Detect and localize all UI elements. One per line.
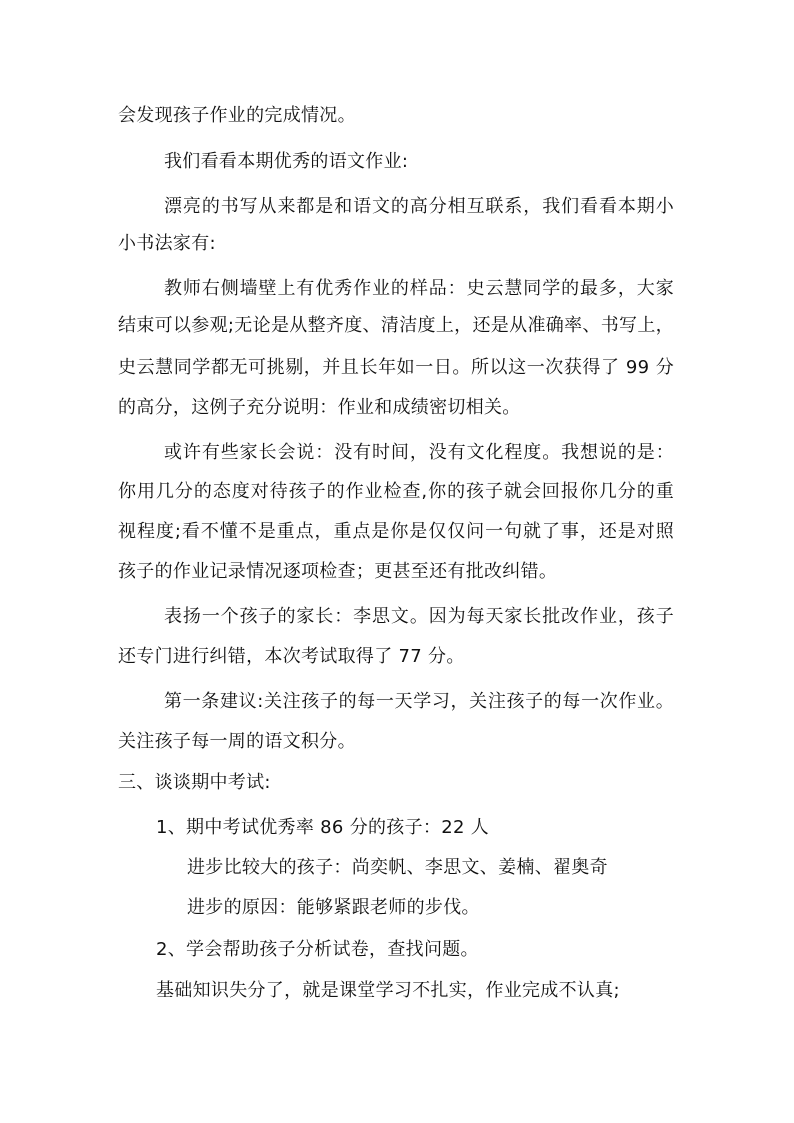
- list-item-detail: 进步的原因：能够紧跟老师的步伐。: [187, 897, 480, 918]
- paragraph-line: 表扬一个孩子的家长：李思文。因为每天家长批改作业，孩子: [164, 606, 674, 627]
- paragraph-line: 会发现孩子作业的完成情况。: [118, 105, 356, 126]
- list-item-detail: 进步比较大的孩子：尚奕帆、李思文、姜楠、翟奥奇: [187, 857, 608, 878]
- paragraph-line: 还专门进行纠错，本次考试取得了 77 分。: [118, 646, 465, 667]
- paragraph-line: 漂亮的书写从来都是和语文的高分相互联系，我们看看本期小: [164, 196, 674, 217]
- list-item: 2、学会帮助孩子分析试卷，查找问题。: [156, 939, 479, 960]
- paragraph-line: 关注孩子每一周的语文积分。: [118, 731, 356, 752]
- paragraph-line: 第一条建议:关注孩子的每一天学习，关注孩子的每一次作业。: [164, 691, 674, 712]
- paragraph-line: 的高分，这例子充分说明：作业和成绩密切相关。: [118, 397, 521, 418]
- paragraph-line: 教师右侧墙壁上有优秀作业的样品：史云慧同学的最多，大家: [164, 278, 674, 299]
- paragraph-line: 孩子的作业记录情况逐项检查；更甚至还有批改纠错。: [118, 561, 558, 582]
- paragraph-line: 结束可以参观;无论是从整齐度、清洁度上，还是从准确率、书写上，: [118, 315, 674, 336]
- paragraph-line: 我们看看本期优秀的语文作业:: [164, 151, 409, 172]
- section-heading: 三、谈谈期中考试:: [118, 772, 271, 793]
- paragraph-line: 视程度;看不懂不是重点，重点是你是仅仅问一句就了事，还是对照: [118, 521, 674, 542]
- paragraph-line: 你用几分的态度对待孩子的作业检查,你的孩子就会回报你几分的重: [118, 481, 674, 502]
- paragraph-line: 小书法家有:: [118, 233, 216, 254]
- paragraph-line: 基础知识失分了，就是课堂学习不扎实，作业完成不认真;: [156, 980, 620, 1001]
- paragraph-line: 或许有些家长会说：没有时间，没有文化程度。我想说的是：: [164, 442, 674, 463]
- paragraph-line: 史云慧同学都无可挑剔，并且长年如一日。所以这一次获得了 99 分: [118, 357, 674, 378]
- list-item: 1、期中考试优秀率 86 分的孩子：22 人: [156, 817, 490, 838]
